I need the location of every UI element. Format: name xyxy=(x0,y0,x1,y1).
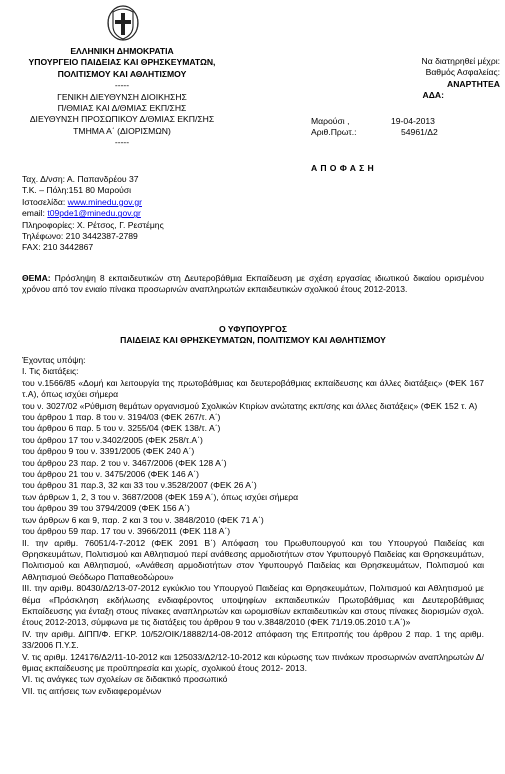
place-label: Μαρούσι , xyxy=(311,116,350,126)
ada-label: ΑΔΑ: xyxy=(422,90,444,101)
intro-line: Έχοντας υπόψη: xyxy=(22,355,86,365)
article-item: του άρθρου 6 παρ. 5 του ν. 3255/04 (ΦΕΚ 138/τ. Α΄) xyxy=(22,423,221,434)
security-label: Βαθμός Ασφαλείας: xyxy=(425,67,500,78)
article-item: του άρθρου 1 παρ. 8 του ν. 3194/03 (ΦΕΚ 267/τ. Α΄) xyxy=(22,412,221,423)
greek-emblem-icon xyxy=(106,4,140,42)
general-directorate-cont: Π/ΘΜΙΑΣ ΚΑΙ Δ/ΘΜΙΑΣ ΕΚΠ/ΣΗΣ xyxy=(57,103,187,114)
article-item: του άρθρου 9 του ν. 3391/2005 (ΦΕΚ 240 Α΄) xyxy=(22,446,195,457)
section-iv: IV. την αριθμ. ΔΙΠΠ/Φ. ΕΓΚΡ. 10/52/ΟΙΚ/18882/14-08-2012 απόφαση της Επιτροπής του άρθρου 2 παρ. 1 της αριθμ. 33/2006 Π.Υ.Σ. xyxy=(22,628,484,651)
email-row xyxy=(22,208,282,219)
postal-code-city: Τ.Κ. – Πόλη:151 80 Μαρούσι xyxy=(22,185,132,196)
section-iii: III. την αριθμ. 80430/Δ2/13-07-2012 εγκύκλιο του Υπουργού Παιδείας και Θρησκευμάτων, Πολιτισμού και Αθλητισμού με θέμα «Πρόσκληση εκδήλωσης ενδιαφέροντος υποψηφίων εκπαιδευτικών Πρωτοβάθμιας και Δευτεροβάθμιας Εκπαίδευσης για ένταξη στους πίνακες αναπληρωτών και ωρομισθίων εκπαιδευτικών και στους πίνακες διορισμών σχολ. έτους 2012-2013, σύμφωνα με τις διατάξεις του άρθρου 9 του ν.3848/2010 (ΦΕΚ 71/19.05.2010 τ.Α΄)» xyxy=(22,583,484,628)
divider: ----- xyxy=(114,80,130,91)
protocol-number: 54961/Δ2 xyxy=(401,127,438,138)
section-i: I. Τις διατάξεις: xyxy=(22,366,79,377)
decision-title: ΑΠΟΦΑΣΗ xyxy=(311,163,377,173)
website-row xyxy=(22,197,282,208)
section-vii: VII. τις αιτήσεις των ενδιαφερομένων xyxy=(22,685,162,696)
article-item: του άρθρου 23 παρ. 2 του ν. 3467/2006 (ΦΕΚ 128 Α΄) xyxy=(22,457,227,468)
subject-paragraph xyxy=(22,273,484,296)
decision-body xyxy=(22,355,484,697)
minister-title-line2: ΠΑΙΔΕΙΑΣ ΚΑΙ ΘΡΗΣΚΕΥΜΑΤΩΝ, ΠΟΛΙΤΙΣΜΟΥ ΚΑΙ ΑΘΛΗΤΙΣΜΟΥ xyxy=(120,335,386,346)
section-vi: VI. τις ανάγκες των σχολείων σε διδακτικό προσωπικό xyxy=(22,674,228,685)
department: ΤΜΗΜΑ Α΄ (ΔΙΟΡΙΣΜΩΝ) xyxy=(73,125,171,136)
country-name: ΕΛΛΗΝΙΚΗ ΔΗΜΟΚΡΑΤΙΑ xyxy=(70,46,174,56)
ministry-header xyxy=(6,46,238,149)
subject-text: Πρόσληψη 8 εκπαιδευτικών στη Δευτεροβάθμια Εκπαίδευση με σχέση εργασίας ιδιωτικού δικαίου ορισμένου χρόνου από τον ενιαίο πίνακα προσωρινών αναπληρωτών εκπαιδευτικών σχολικού έτους 2012-2013. xyxy=(22,273,484,295)
email-label: email: xyxy=(22,208,48,219)
section-ii: II. την αριθμ. 76051/4-7-2012 (ΦΕΚ 2091 Β΄) Απόφαση του Πρωθυπουργού και του Υπουργού Παιδείας και Θρησκευμάτων, Πολιτισμού και Αθλητισμού περί ανάθεσης αρμοδιοτήτων στον Υφυπουργό Παιδείας και Θρησκευμάτων, Πολιτισμού και Αθλητισμού, «Ανάθεση αρμοδιοτήτων στον Υφυπουργό Παιδείας και Θρησκευμάτων, Πολιτισμού και Αθλητισμού Θεόδωρο Παπαθεοδώρου» xyxy=(22,537,484,582)
subject-label: ΘΕΜΑ: xyxy=(22,273,51,283)
law-3027: του ν. 3027/02 «Ρύθμιση θεμάτων οργανισμού Σχολικών Κτιρίων ανώτατης εκπ/σης και άλλες διατάξεις» (ΦΕΚ 152 τ. Α) xyxy=(22,400,478,411)
article-item: του άρθρου 21 του ν. 3475/2006 (ΦΕΚ 146 Α΄) xyxy=(22,469,199,480)
postal-address: Ταχ. Δ/νση: Α. Παπανδρέου 37 xyxy=(22,174,139,184)
directorate: ΔΙΕΥΘΥΝΣΗ ΠΡΟΣΩΠΙΚΟΥ Δ/ΘΜΙΑΣ ΕΚΠ/ΣΗΣ xyxy=(29,114,215,125)
law-1566: του ν.1566/85 «Δομή και λειτουργία της πρωτοβάθμιας και δευτεροβάθμιας εκπαίδευσης και άλλες διατάξεις» (ΦΕΚ 167 τ.Α), όπως ισχύει σήμερα xyxy=(22,377,484,400)
minister-title-line1: Ο ΥΦΥΠΟΥΡΓΟΣ xyxy=(219,324,287,334)
section-v: V. τις αριθμ. 124176/Δ2/11-10-2012 και 125033/Δ2/12-10-2012 και κύρωσης των πινάκων προσωρινών αναπληρωτών Δ/θμιας εκπαίδευσης με προϋπηρεσία και χωρίς, σχολικού έτους 2012- 2013. xyxy=(22,651,484,673)
minister-title xyxy=(22,324,484,347)
phone: Τηλέφωνο: 210 3442387-2789 xyxy=(22,231,138,242)
general-directorate: ΓΕΝΙΚΗ ΔΙΕΥΘΥΝΣΗ ΔΙΟΙΚΗΣΗΣ xyxy=(57,91,187,102)
website-link[interactable]: www.minedu.gov.gr xyxy=(67,196,142,207)
ministry-name: ΥΠΟΥΡΓΕΙΟ ΠΑΙΔΕΙΑΣ ΚΑΙ ΘΡΗΣΚΕΥΜΑΤΩΝ, xyxy=(28,57,216,68)
retention-label: Να διατηρηθεί μέχρι: xyxy=(421,56,500,66)
article-item: του άρθρου 39 του 3794/2009 (ΦΕΚ 156 Α΄) xyxy=(22,503,190,514)
website-label: Ιστοσελίδα: xyxy=(22,196,68,207)
article-item: του άρθρου 17 του ν.3402/2005 (ΦΕΚ 258/τ.Α΄) xyxy=(22,434,203,445)
article-item: του άρθρου 31 παρ.3, 32 και 33 του ν.3528/2007 (ΦΕΚ 26 Α΄) xyxy=(22,480,257,491)
ministry-name-cont: ΠΟΛΙΤΙΣΜΟΥ ΚΑΙ ΑΘΛΗΤΙΣΜΟΥ xyxy=(57,68,187,79)
date-row xyxy=(311,116,501,127)
fax: FAX: 210 3442867 xyxy=(22,242,94,253)
posting-label: ΑΝΑΡΤΗΤΕΑ xyxy=(447,78,500,89)
article-item: των άρθρων 6 και 9, παρ. 2 και 3 του ν. 3848/2010 (ΦΕΚ 71 Α΄) xyxy=(22,514,264,525)
article-item: του άρθρου 59 παρ. 17 του ν. 3966/2011 (ΦΕΚ 118 Α΄) xyxy=(22,526,231,537)
article-item: των άρθρων 1, 2, 3 του ν. 3687/2008 (ΦΕΚ 159 Α΄), όπως ισχύει σήμερα xyxy=(22,491,299,502)
document-date: 19-04-2013 xyxy=(391,116,435,126)
contact-block xyxy=(22,174,282,254)
protocol-row xyxy=(311,127,501,138)
classification-block xyxy=(340,56,500,102)
info-contacts: Πληροφορίες: Χ. Ρέτσος, Γ. Ρεστέμης xyxy=(22,219,164,230)
divider: ----- xyxy=(114,137,130,148)
protocol-label: Αριθ.Πρωτ.: xyxy=(311,127,357,138)
document-meta xyxy=(311,116,501,139)
email-link[interactable]: t09pde1@minedu.gov.gr xyxy=(47,208,141,219)
